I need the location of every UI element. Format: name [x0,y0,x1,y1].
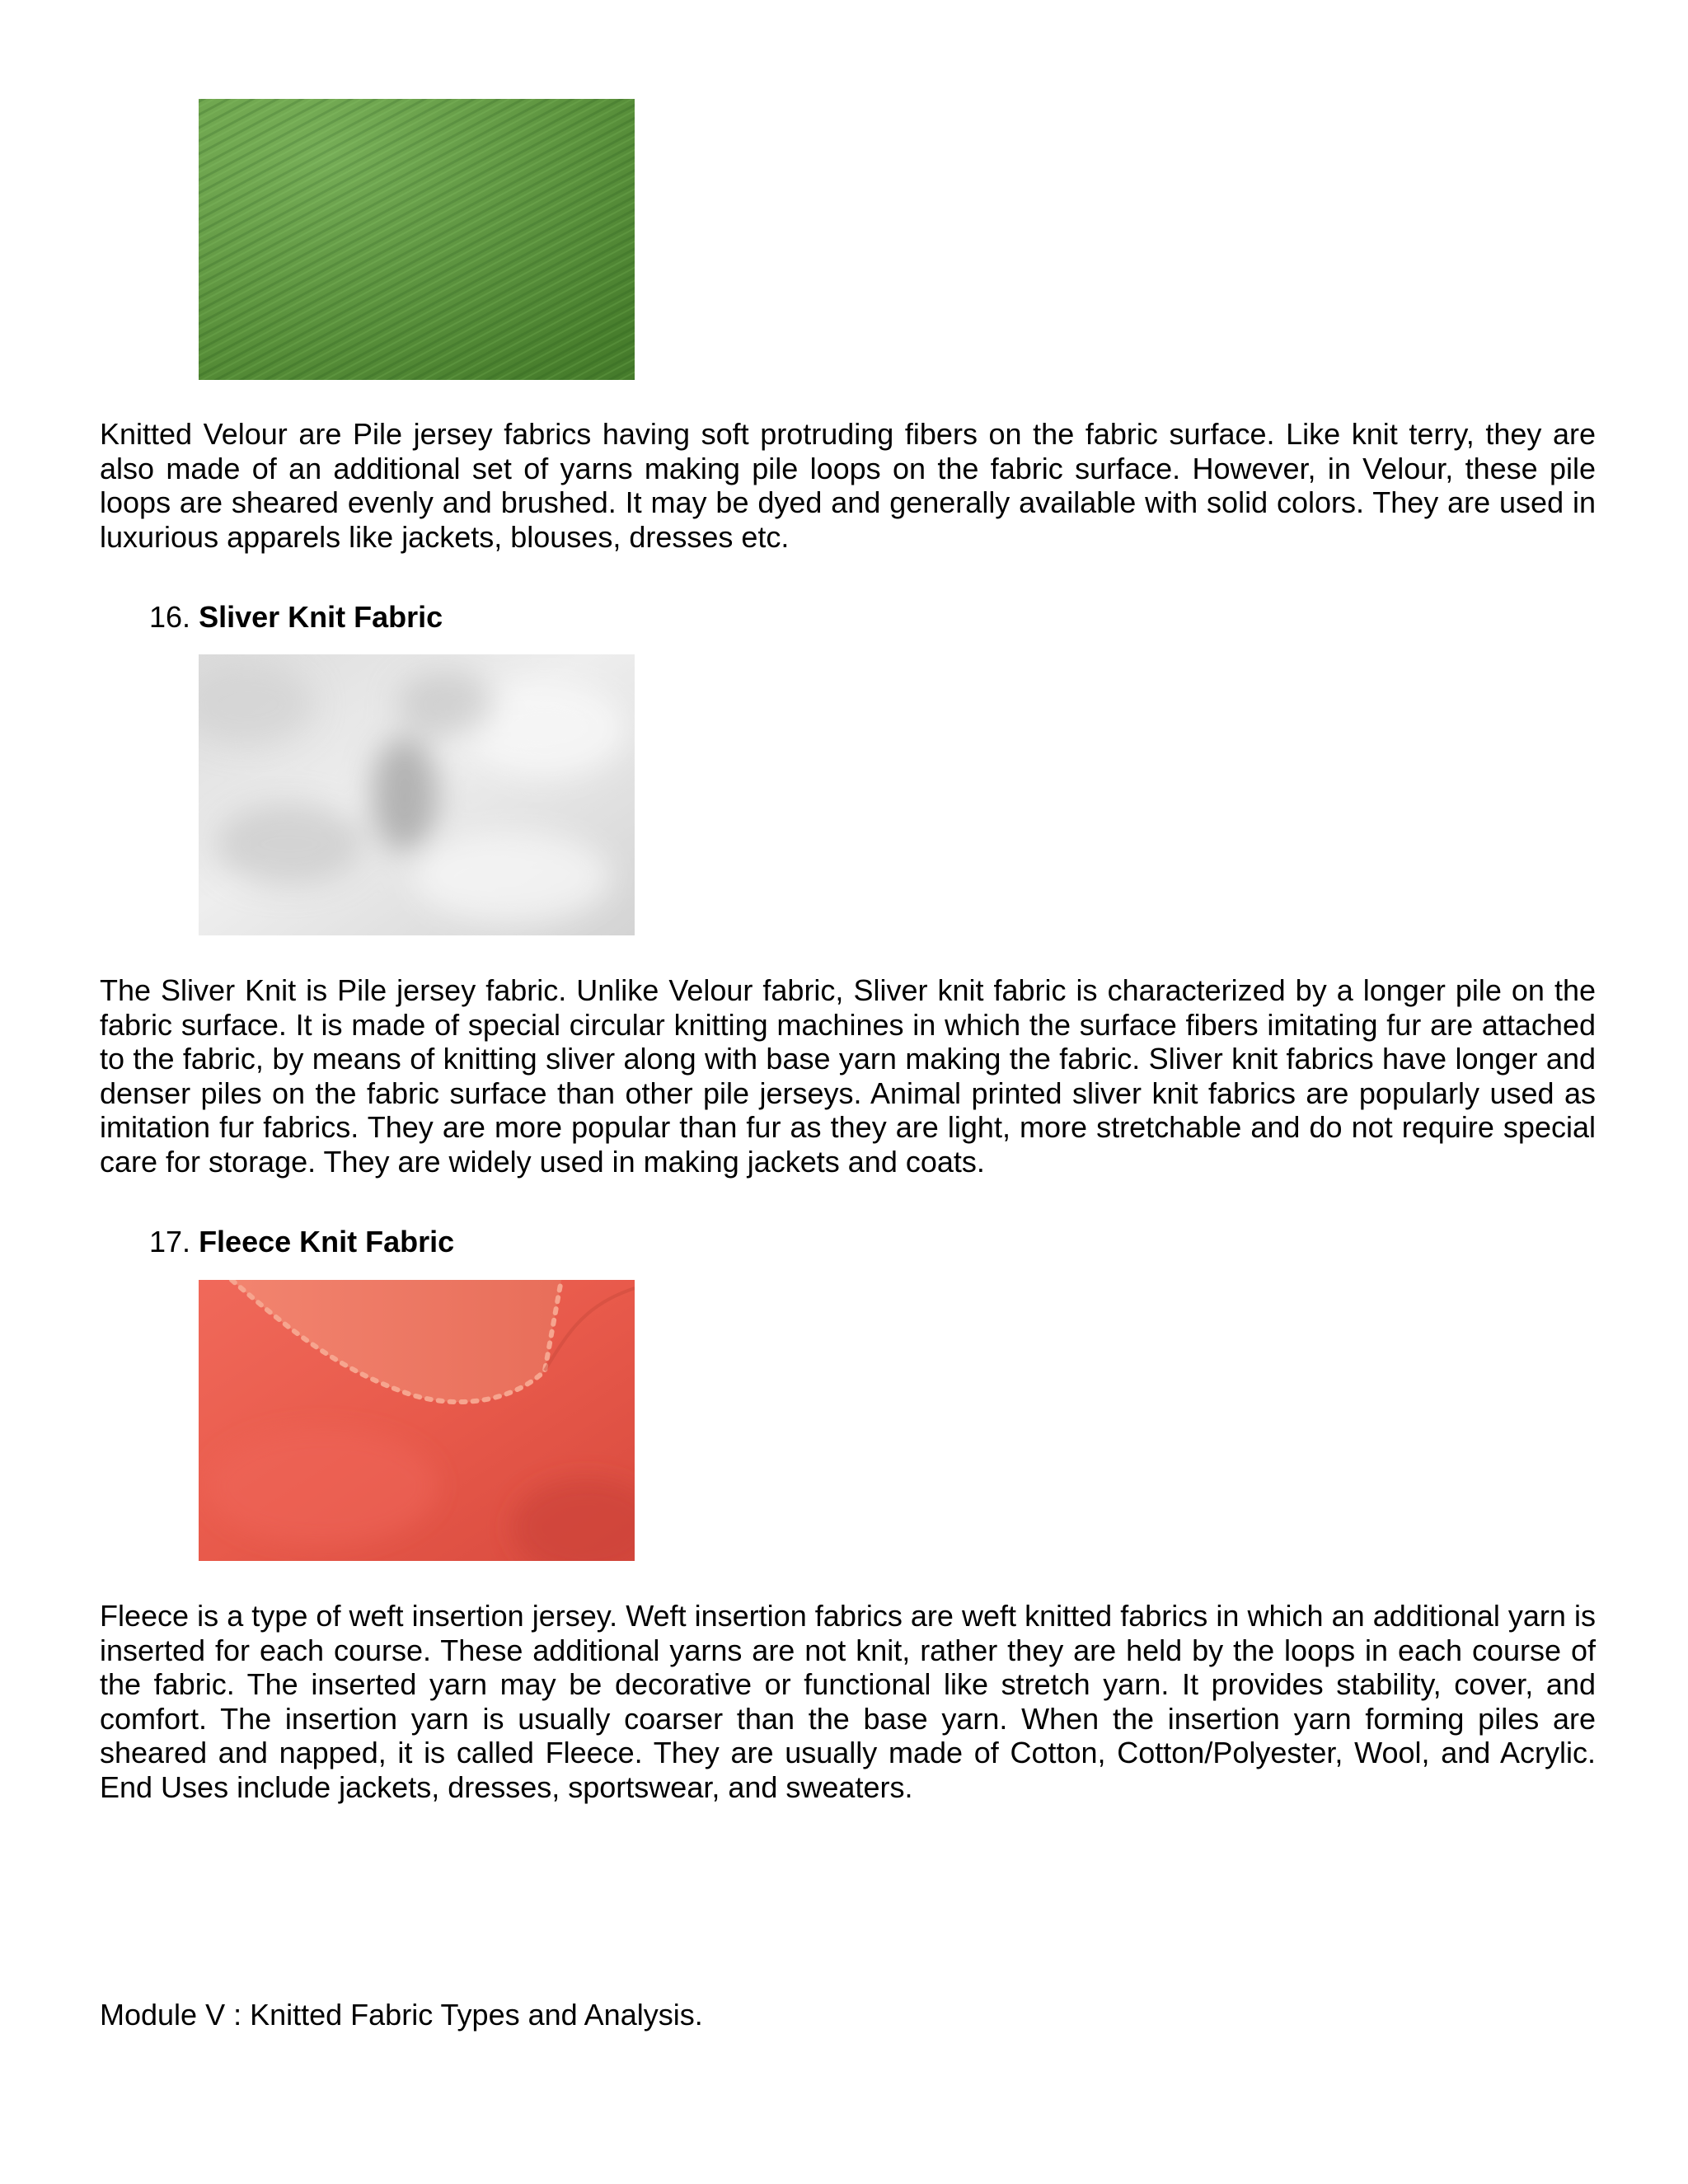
sliver-fabric-texture [199,654,635,935]
heading-title: Fleece Knit Fabric [199,1225,455,1258]
page-footer: Module V : Knitted Fabric Types and Analysis. [100,1998,703,2032]
sliver-knit-heading [149,600,443,634]
velour-fabric-image [199,99,635,380]
sliver-description: The Sliver Knit is Pile jersey fabric. Unlike Velour fabric, Sliver knit fabric is characterized by a longer pile on the fabric surface. It is made of special circular knitting machines in which the surface fibers imitating fur are attached to the fabric, by means of knitting sliver along with base yarn making the fabric. Sliver knit fabrics have longer and denser piles on the fabric surface than other pile jerseys. Animal printed sliver knit fabrics are popularly used as imitation fur fabrics. They are more popular than fur as they are light, more stretchable and do not require special care for storage. They are widely used in making jackets and coats. [100,973,1596,1179]
velour-fabric-texture [199,99,635,380]
heading-number: 16. [149,600,191,634]
fleece-knit-heading [149,1225,454,1258]
fleece-fabric-texture [199,1280,635,1561]
heading-number: 17. [149,1225,191,1258]
heading-title: Sliver Knit Fabric [199,600,443,634]
sliver-fabric-image [199,654,635,935]
fleece-fabric-image [199,1280,635,1561]
fleece-description: Fleece is a type of weft insertion jersey. Weft insertion fabrics are weft knitted fabrics in which an additional yarn is inserted for each course. These additional yarns are not knit, rather they are held by the loops in each course of the fabric. The inserted yarn may be decorative or functional like stretch yarn. It provides stability, cover, and comfort. The insertion yarn is usually coarser than the base yarn. When the insertion yarn forming piles are sheared and napped, it is called Fleece. They are usually made of Cotton, Cotton/Polyester, Wool, and Acrylic. End Uses include jackets, dresses, sportswear, and sweaters. [100,1599,1596,1804]
velour-description: Knitted Velour are Pile jersey fabrics having soft protruding fibers on the fabric surface. Like knit terry, they are also made of an additional set of yarns making pile loops on the fabric surface. However, in Velour, these pile loops are sheared evenly and brushed. It may be dyed and generally available with solid colors. They are used in luxurious apparels like jackets, blouses, dresses etc. [100,417,1596,554]
